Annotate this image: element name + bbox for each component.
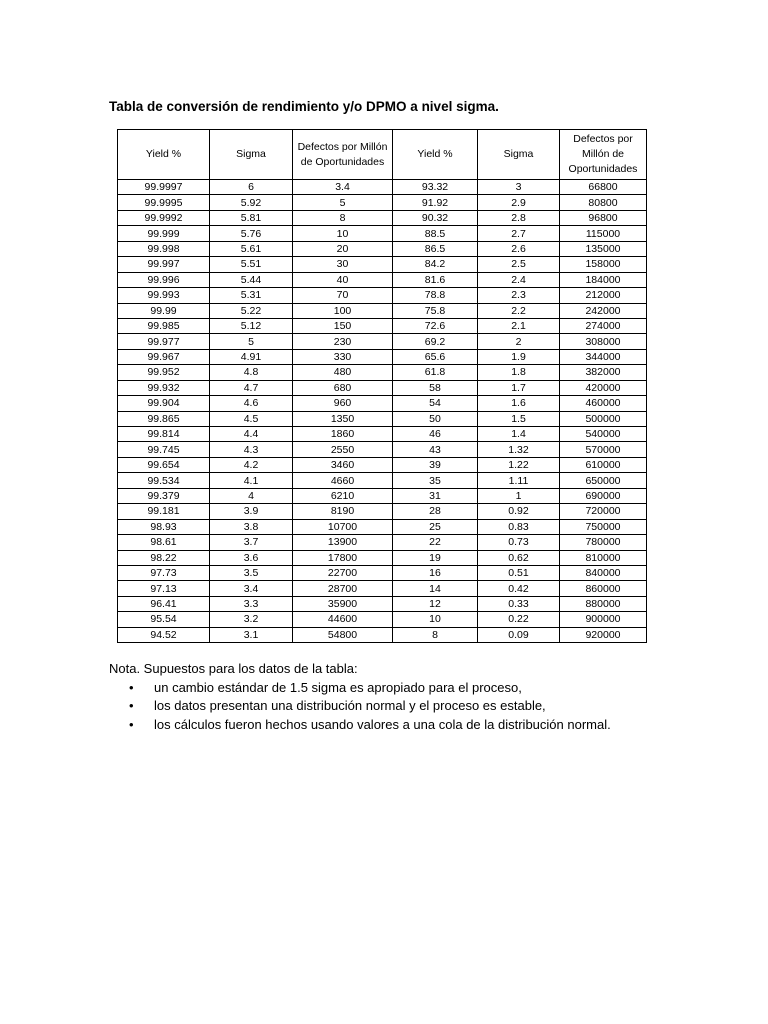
cell-dpmo: 13900 bbox=[293, 535, 393, 550]
cell-sigma: 3.2 bbox=[210, 612, 293, 627]
cell-sigma: 3.7 bbox=[210, 535, 293, 550]
cell-yield-2: 61.8 bbox=[393, 365, 478, 380]
cell-dpmo-2: 690000 bbox=[560, 488, 647, 503]
table-row bbox=[118, 565, 647, 580]
table-row bbox=[118, 519, 647, 534]
conversion-table bbox=[117, 129, 647, 643]
cell-yield-2: 81.6 bbox=[393, 272, 478, 287]
cell-yield: 99.952 bbox=[118, 365, 210, 380]
cell-yield-2: 46 bbox=[393, 427, 478, 442]
cell-dpmo: 100 bbox=[293, 303, 393, 318]
cell-sigma-2: 2.4 bbox=[478, 272, 560, 287]
cell-sigma-2: 0.09 bbox=[478, 627, 560, 642]
cell-yield: 99.977 bbox=[118, 334, 210, 349]
cell-dpmo: 30 bbox=[293, 257, 393, 272]
cell-sigma: 5 bbox=[210, 334, 293, 349]
cell-yield: 94.52 bbox=[118, 627, 210, 642]
cell-sigma: 3.8 bbox=[210, 519, 293, 534]
cell-yield-2: 19 bbox=[393, 550, 478, 565]
cell-dpmo-2: 570000 bbox=[560, 442, 647, 457]
table-row bbox=[118, 349, 647, 364]
cell-dpmo-2: 720000 bbox=[560, 504, 647, 519]
bullet-icon: • bbox=[129, 716, 134, 732]
cell-sigma: 4.1 bbox=[210, 473, 293, 488]
cell-dpmo-2: 80800 bbox=[560, 195, 647, 210]
cell-sigma-2: 1.7 bbox=[478, 380, 560, 395]
cell-sigma-2: 1 bbox=[478, 488, 560, 503]
cell-yield: 99.904 bbox=[118, 396, 210, 411]
cell-sigma-2: 0.33 bbox=[478, 596, 560, 611]
note-section bbox=[109, 660, 611, 734]
cell-sigma: 5.92 bbox=[210, 195, 293, 210]
cell-dpmo: 54800 bbox=[293, 627, 393, 642]
note-item bbox=[109, 679, 611, 698]
table-row bbox=[118, 257, 647, 272]
cell-yield-2: 65.6 bbox=[393, 349, 478, 364]
cell-yield-2: 31 bbox=[393, 488, 478, 503]
table-row bbox=[118, 303, 647, 318]
cell-yield-2: 84.2 bbox=[393, 257, 478, 272]
cell-sigma-2: 0.62 bbox=[478, 550, 560, 565]
table-row bbox=[118, 411, 647, 426]
cell-yield: 99.814 bbox=[118, 427, 210, 442]
cell-dpmo-2: 115000 bbox=[560, 226, 647, 241]
cell-sigma: 4.5 bbox=[210, 411, 293, 426]
table-row bbox=[118, 627, 647, 642]
header-yield: Yield % bbox=[118, 130, 210, 180]
cell-yield: 98.61 bbox=[118, 535, 210, 550]
cell-sigma: 5.81 bbox=[210, 210, 293, 225]
cell-dpmo-2: 920000 bbox=[560, 627, 647, 642]
cell-dpmo: 10700 bbox=[293, 519, 393, 534]
cell-yield: 98.22 bbox=[118, 550, 210, 565]
cell-sigma-2: 2.1 bbox=[478, 318, 560, 333]
table-row bbox=[118, 581, 647, 596]
note-item-text: los cálculos fueron hechos usando valores a una cola de la distribución normal. bbox=[154, 716, 611, 732]
cell-yield: 99.534 bbox=[118, 473, 210, 488]
cell-dpmo: 3460 bbox=[293, 457, 393, 472]
cell-sigma-2: 0.83 bbox=[478, 519, 560, 534]
cell-dpmo: 28700 bbox=[293, 581, 393, 596]
table-row bbox=[118, 288, 647, 303]
cell-yield: 98.93 bbox=[118, 519, 210, 534]
cell-dpmo-2: 66800 bbox=[560, 180, 647, 195]
cell-yield-2: 12 bbox=[393, 596, 478, 611]
cell-yield: 99.999 bbox=[118, 226, 210, 241]
cell-yield-2: 90.32 bbox=[393, 210, 478, 225]
cell-dpmo-2: 540000 bbox=[560, 427, 647, 442]
cell-dpmo-2: 308000 bbox=[560, 334, 647, 349]
cell-yield-2: 93.32 bbox=[393, 180, 478, 195]
cell-yield-2: 50 bbox=[393, 411, 478, 426]
cell-dpmo: 35900 bbox=[293, 596, 393, 611]
cell-yield-2: 28 bbox=[393, 504, 478, 519]
cell-yield-2: 10 bbox=[393, 612, 478, 627]
cell-dpmo-2: 610000 bbox=[560, 457, 647, 472]
cell-dpmo: 150 bbox=[293, 318, 393, 333]
cell-yield: 99.932 bbox=[118, 380, 210, 395]
cell-dpmo: 40 bbox=[293, 272, 393, 287]
cell-sigma: 4.2 bbox=[210, 457, 293, 472]
cell-yield-2: 78.8 bbox=[393, 288, 478, 303]
cell-yield-2: 54 bbox=[393, 396, 478, 411]
cell-yield: 99.865 bbox=[118, 411, 210, 426]
cell-dpmo-2: 900000 bbox=[560, 612, 647, 627]
cell-dpmo: 8 bbox=[293, 210, 393, 225]
cell-yield-2: 16 bbox=[393, 565, 478, 580]
cell-dpmo-2: 242000 bbox=[560, 303, 647, 318]
cell-yield: 95.54 bbox=[118, 612, 210, 627]
cell-sigma: 3.4 bbox=[210, 581, 293, 596]
cell-sigma-2: 0.42 bbox=[478, 581, 560, 596]
cell-yield-2: 75.8 bbox=[393, 303, 478, 318]
cell-dpmo-2: 382000 bbox=[560, 365, 647, 380]
cell-dpmo: 2550 bbox=[293, 442, 393, 457]
note-item-text: los datos presentan una distribución normal y el proceso es estable, bbox=[154, 698, 546, 713]
table-row bbox=[118, 504, 647, 519]
cell-yield: 99.967 bbox=[118, 349, 210, 364]
cell-sigma: 4.8 bbox=[210, 365, 293, 380]
note-heading: Nota. Supuestos para los datos de la tabla: bbox=[109, 661, 358, 676]
cell-dpmo-2: 212000 bbox=[560, 288, 647, 303]
cell-dpmo: 4660 bbox=[293, 473, 393, 488]
cell-sigma: 4.3 bbox=[210, 442, 293, 457]
cell-yield-2: 88.5 bbox=[393, 226, 478, 241]
cell-yield-2: 14 bbox=[393, 581, 478, 596]
cell-sigma: 3.6 bbox=[210, 550, 293, 565]
cell-sigma: 5.61 bbox=[210, 241, 293, 256]
header-yield-2: Yield % bbox=[393, 130, 478, 180]
table-row bbox=[118, 488, 647, 503]
cell-dpmo: 1860 bbox=[293, 427, 393, 442]
cell-yield-2: 58 bbox=[393, 380, 478, 395]
cell-yield-2: 8 bbox=[393, 627, 478, 642]
cell-sigma-2: 1.9 bbox=[478, 349, 560, 364]
cell-yield: 99.985 bbox=[118, 318, 210, 333]
cell-yield: 99.181 bbox=[118, 504, 210, 519]
cell-sigma-2: 0.22 bbox=[478, 612, 560, 627]
cell-sigma: 4.4 bbox=[210, 427, 293, 442]
cell-dpmo-2: 158000 bbox=[560, 257, 647, 272]
header-dpmo-2: Defectos por Millón de Oportunidades bbox=[560, 130, 647, 180]
cell-dpmo-2: 344000 bbox=[560, 349, 647, 364]
cell-dpmo-2: 96800 bbox=[560, 210, 647, 225]
cell-dpmo-2: 135000 bbox=[560, 241, 647, 256]
cell-dpmo-2: 184000 bbox=[560, 272, 647, 287]
cell-yield: 99.654 bbox=[118, 457, 210, 472]
table-header-row bbox=[118, 130, 647, 180]
table-body bbox=[118, 180, 647, 643]
cell-sigma: 5.12 bbox=[210, 318, 293, 333]
cell-dpmo-2: 840000 bbox=[560, 565, 647, 580]
table-row bbox=[118, 457, 647, 472]
cell-sigma-2: 1.11 bbox=[478, 473, 560, 488]
cell-dpmo: 680 bbox=[293, 380, 393, 395]
table-row bbox=[118, 380, 647, 395]
cell-dpmo-2: 880000 bbox=[560, 596, 647, 611]
cell-sigma: 4.91 bbox=[210, 349, 293, 364]
cell-yield-2: 39 bbox=[393, 457, 478, 472]
cell-yield: 99.379 bbox=[118, 488, 210, 503]
cell-sigma-2: 2.6 bbox=[478, 241, 560, 256]
cell-yield: 99.998 bbox=[118, 241, 210, 256]
cell-dpmo: 8190 bbox=[293, 504, 393, 519]
cell-sigma-2: 1.4 bbox=[478, 427, 560, 442]
cell-dpmo-2: 650000 bbox=[560, 473, 647, 488]
cell-dpmo: 22700 bbox=[293, 565, 393, 580]
cell-sigma: 5.51 bbox=[210, 257, 293, 272]
cell-yield-2: 22 bbox=[393, 535, 478, 550]
cell-sigma: 4 bbox=[210, 488, 293, 503]
cell-sigma-2: 2.7 bbox=[478, 226, 560, 241]
cell-yield-2: 35 bbox=[393, 473, 478, 488]
cell-yield: 99.9997 bbox=[118, 180, 210, 195]
cell-sigma: 6 bbox=[210, 180, 293, 195]
cell-dpmo-2: 780000 bbox=[560, 535, 647, 550]
table-row bbox=[118, 535, 647, 550]
table-row bbox=[118, 210, 647, 225]
cell-yield-2: 43 bbox=[393, 442, 478, 457]
cell-dpmo-2: 460000 bbox=[560, 396, 647, 411]
cell-dpmo-2: 810000 bbox=[560, 550, 647, 565]
cell-dpmo: 5 bbox=[293, 195, 393, 210]
cell-sigma-2: 3 bbox=[478, 180, 560, 195]
cell-sigma: 3.9 bbox=[210, 504, 293, 519]
cell-dpmo-2: 750000 bbox=[560, 519, 647, 534]
table-row bbox=[118, 396, 647, 411]
table-row bbox=[118, 195, 647, 210]
header-dpmo: Defectos por Millón de Oportunidades bbox=[293, 130, 393, 180]
cell-dpmo: 480 bbox=[293, 365, 393, 380]
page-title: Tabla de conversión de rendimiento y/o DPMO a nivel sigma. bbox=[109, 99, 499, 114]
cell-yield: 99.997 bbox=[118, 257, 210, 272]
cell-sigma-2: 0.73 bbox=[478, 535, 560, 550]
cell-sigma-2: 1.8 bbox=[478, 365, 560, 380]
cell-yield: 99.9992 bbox=[118, 210, 210, 225]
cell-yield-2: 25 bbox=[393, 519, 478, 534]
cell-sigma-2: 2.8 bbox=[478, 210, 560, 225]
table-row bbox=[118, 612, 647, 627]
cell-yield: 99.993 bbox=[118, 288, 210, 303]
cell-sigma-2: 0.92 bbox=[478, 504, 560, 519]
header-sigma: Sigma bbox=[210, 130, 293, 180]
cell-dpmo: 230 bbox=[293, 334, 393, 349]
cell-dpmo: 960 bbox=[293, 396, 393, 411]
cell-sigma: 5.76 bbox=[210, 226, 293, 241]
bullet-icon: • bbox=[129, 679, 134, 695]
note-item bbox=[109, 697, 611, 716]
table-row bbox=[118, 442, 647, 457]
cell-yield: 97.73 bbox=[118, 565, 210, 580]
cell-yield-2: 72.6 bbox=[393, 318, 478, 333]
note-list bbox=[109, 679, 611, 735]
cell-sigma: 4.7 bbox=[210, 380, 293, 395]
cell-dpmo: 6210 bbox=[293, 488, 393, 503]
cell-dpmo-2: 274000 bbox=[560, 318, 647, 333]
cell-sigma: 3.1 bbox=[210, 627, 293, 642]
table-row bbox=[118, 473, 647, 488]
cell-dpmo: 70 bbox=[293, 288, 393, 303]
cell-sigma-2: 1.32 bbox=[478, 442, 560, 457]
cell-yield-2: 69.2 bbox=[393, 334, 478, 349]
table-row bbox=[118, 334, 647, 349]
table-row bbox=[118, 596, 647, 611]
cell-dpmo-2: 420000 bbox=[560, 380, 647, 395]
note-item-text: un cambio estándar de 1.5 sigma es apropiado para el proceso, bbox=[154, 679, 522, 695]
cell-yield: 99.745 bbox=[118, 442, 210, 457]
table-row bbox=[118, 318, 647, 333]
cell-sigma-2: 2.3 bbox=[478, 288, 560, 303]
table-row bbox=[118, 427, 647, 442]
table-row bbox=[118, 550, 647, 565]
bullet-icon: • bbox=[129, 698, 134, 713]
table-row bbox=[118, 226, 647, 241]
cell-sigma: 4.6 bbox=[210, 396, 293, 411]
cell-sigma: 5.44 bbox=[210, 272, 293, 287]
header-sigma-2: Sigma bbox=[478, 130, 560, 180]
cell-yield: 96.41 bbox=[118, 596, 210, 611]
cell-dpmo: 44600 bbox=[293, 612, 393, 627]
table-row bbox=[118, 365, 647, 380]
cell-dpmo: 20 bbox=[293, 241, 393, 256]
cell-yield: 99.996 bbox=[118, 272, 210, 287]
cell-dpmo-2: 500000 bbox=[560, 411, 647, 426]
cell-sigma-2: 0.51 bbox=[478, 565, 560, 580]
note-item bbox=[109, 716, 611, 735]
cell-dpmo: 1350 bbox=[293, 411, 393, 426]
cell-sigma-2: 2.5 bbox=[478, 257, 560, 272]
cell-yield: 99.99 bbox=[118, 303, 210, 318]
table-row bbox=[118, 241, 647, 256]
cell-sigma-2: 1.6 bbox=[478, 396, 560, 411]
cell-dpmo: 10 bbox=[293, 226, 393, 241]
cell-sigma: 5.31 bbox=[210, 288, 293, 303]
cell-sigma-2: 1.22 bbox=[478, 457, 560, 472]
cell-dpmo: 17800 bbox=[293, 550, 393, 565]
cell-sigma: 3.5 bbox=[210, 565, 293, 580]
table-row bbox=[118, 180, 647, 195]
cell-sigma-2: 2.9 bbox=[478, 195, 560, 210]
cell-yield-2: 91.92 bbox=[393, 195, 478, 210]
cell-sigma: 5.22 bbox=[210, 303, 293, 318]
cell-sigma-2: 2.2 bbox=[478, 303, 560, 318]
table-row bbox=[118, 272, 647, 287]
cell-dpmo-2: 860000 bbox=[560, 581, 647, 596]
cell-sigma-2: 1.5 bbox=[478, 411, 560, 426]
cell-yield: 97.13 bbox=[118, 581, 210, 596]
cell-sigma: 3.3 bbox=[210, 596, 293, 611]
cell-yield-2: 86.5 bbox=[393, 241, 478, 256]
cell-sigma-2: 2 bbox=[478, 334, 560, 349]
cell-dpmo: 3.4 bbox=[293, 180, 393, 195]
cell-dpmo: 330 bbox=[293, 349, 393, 364]
cell-yield: 99.9995 bbox=[118, 195, 210, 210]
